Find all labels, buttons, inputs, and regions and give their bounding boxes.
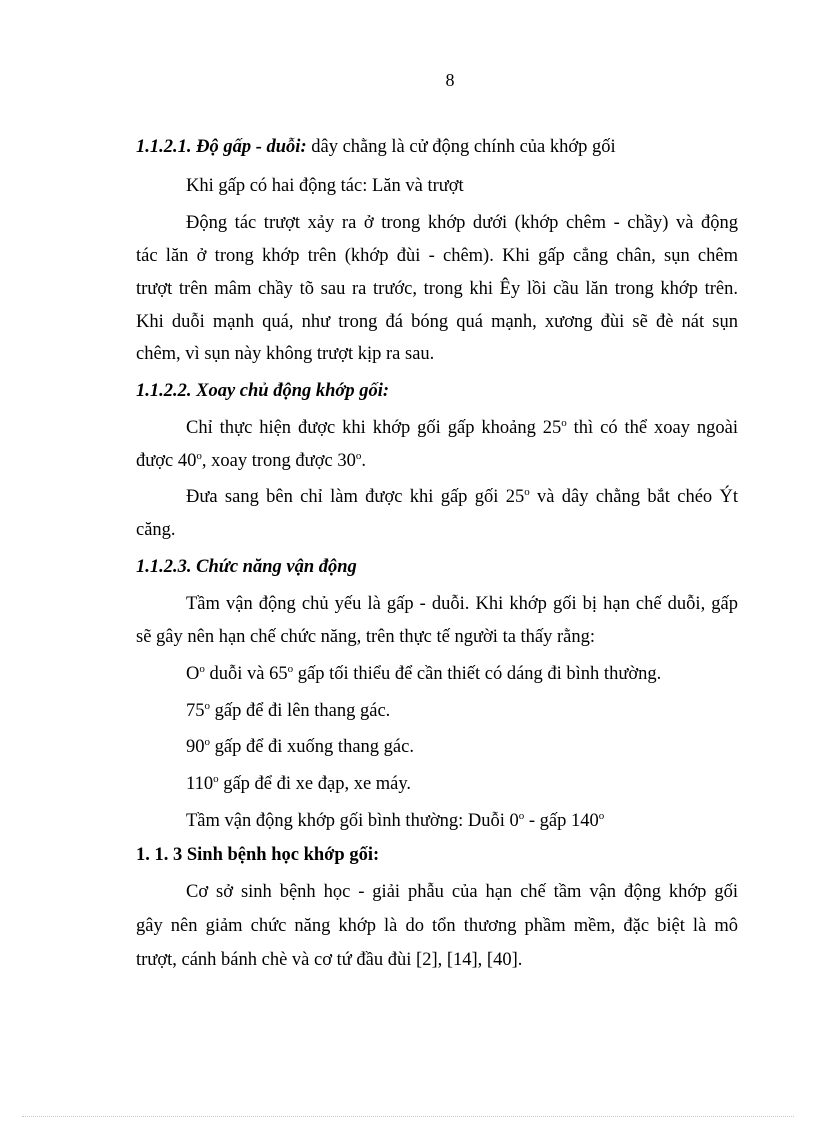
paragraph-line: trượt, cánh bánh chè và cơ tứ đầu đùi [2], [14], [40]. [136, 950, 523, 970]
degree-sign: o [204, 736, 210, 748]
degree-sign: o [204, 700, 210, 712]
paragraph-line: Chỉ thực hiện được khi khớp gối gấp khoảng 25$^o$ thì có thể xoay ngoài [186, 417, 739, 438]
section-1-1-3-heading: 1. 1. 3 Sinh bệnh học khớp gối: [136, 845, 380, 865]
section-1-1-2-3-heading: 1.1.2.3. Chức năng vận động [136, 557, 357, 577]
degree-sign: o [561, 417, 567, 429]
paragraph-line: gây nên giảm chức năng khớp là do tổn thương phầm mềm, đặc biệt là mô [136, 916, 738, 936]
page-bottom-divider [22, 1116, 794, 1117]
degree-sign: o [598, 810, 605, 822]
list-item: 75$^o$ gấp để đi lên thang gác. [186, 700, 391, 721]
paragraph-line: Động tác trượt xảy ra ở trong khớp dưới (khớp chêm - chầy) và động [186, 213, 738, 233]
paragraph-line: trượt trên mâm chầy tõ sau ra trước, trong khi Êy lồi cầu lăn trong khớp trên. [136, 279, 738, 299]
section-heading: 1.1.2.1. Độ gấp - duỗi: [136, 137, 307, 157]
list-item: $O^o$ duỗi và 65$^o$ gấp tối thiểu để cần thiết có dáng đi bình thường. [186, 663, 662, 684]
paragraph-line: căng. [136, 520, 176, 540]
list-item: 110$^o$ gấp để đi xe đạp, xe máy. [186, 773, 412, 794]
paragraph-line: chêm, vì sụn này không trượt kịp ra sau. [136, 344, 435, 364]
degree-sign: o [518, 810, 525, 822]
section-1-1-2-2-heading: 1.1.2.2. Xoay chủ động khớp gối: [136, 381, 390, 401]
paragraph-line: tác lăn ở trong khớp trên (khớp đùi - chêm). Khi gấp cẳng chân, sụn chêm [136, 246, 738, 266]
paragraph-line: được 40$^o$, xoay trong được 30$^o$. [136, 450, 366, 471]
paragraph-line: Khi duỗi mạnh quá, như trong đá bóng quá mạnh, xương đùi sẽ đè nát sụn [136, 312, 738, 332]
heading-continuation: dây chằng là cử động chính của khớp gối [306, 137, 616, 157]
paragraph-line: Khi gấp có hai động tác: Lăn và trượt [186, 176, 464, 196]
list-item: 90$^o$ gấp để đi xuống thang gác. [186, 736, 414, 757]
degree-sign: o [213, 773, 219, 785]
paragraph-line: sẽ gây nên hạn chế chức năng, trên thực tế người ta thấy rằng: [136, 627, 596, 647]
degree-sign: o [199, 663, 205, 675]
paragraph-line: Đưa sang bên chỉ làm được khi gấp gối 25$^o$ và dây chằng bắt chéo Ýt [186, 486, 738, 507]
paragraph-line: Cơ sở sinh bệnh học - giải phẫu của hạn chế tầm vận động khớp gối [186, 882, 738, 902]
list-item: Tầm vận động khớp gối bình thường: Duỗi 0$^o$ - gấp 140$^o$ [186, 810, 605, 831]
degree-sign: o [196, 450, 202, 462]
paragraph-line: Tầm vận động chủ yếu là gấp - duỗi. Khi khớp gối bị hạn chế duỗi, gấp [186, 594, 738, 614]
section-1-1-2-1-heading-line [136, 137, 616, 158]
degree-sign: o [355, 450, 362, 462]
page-number: 8 [445, 70, 455, 90]
degree-sign: o [524, 486, 530, 498]
degree-sign: o [287, 663, 294, 675]
